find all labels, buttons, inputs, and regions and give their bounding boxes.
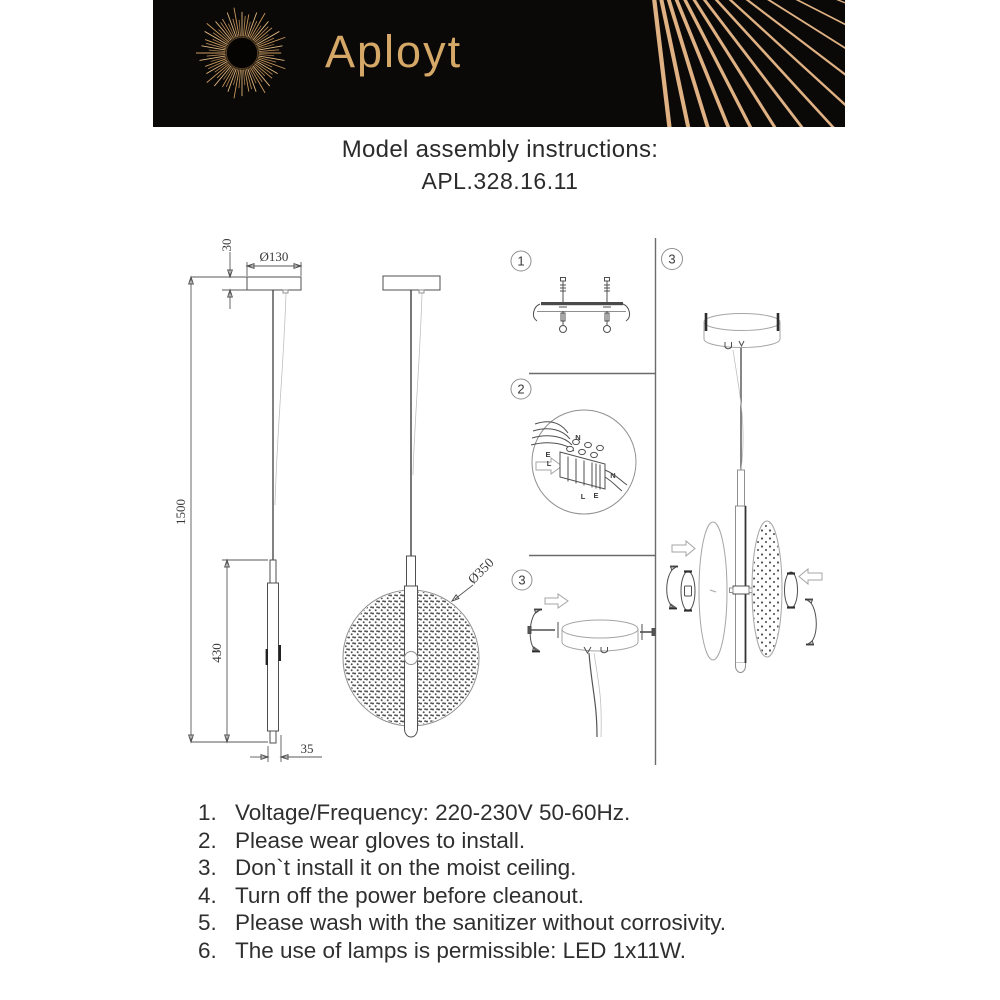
step3-canopy-drawing (512, 570, 655, 737)
rotate-arrow-icon (667, 565, 678, 608)
dim-canopy-diameter: Ø130 (259, 249, 289, 264)
item-number: 4. (198, 882, 217, 908)
wire-label-n-in: N (575, 433, 581, 442)
item-number: 5. (198, 910, 217, 936)
item-text: Please wear gloves to install. (235, 827, 526, 853)
item-number: 1. (198, 800, 217, 825)
instruction-item (198, 909, 858, 937)
dim-disc-diameter: Ø350 (464, 554, 497, 587)
item-number: 3. (198, 855, 217, 881)
instruction-item (198, 937, 858, 965)
instruction-item (198, 854, 858, 882)
dim-lamp-width: 35 (300, 741, 314, 756)
brand-name: Aployt (325, 26, 463, 77)
step3-number: 3 (518, 572, 526, 588)
item-text: The use of lamps is permissible: LED 1x11W. (235, 937, 687, 963)
wire-label-l-out: L (580, 492, 586, 501)
side-view-drawing (173, 239, 322, 763)
step2-wiring-drawing (511, 379, 636, 514)
wire-label-n-out: N (610, 471, 616, 480)
instruction-item (198, 827, 858, 855)
rotate-arrow-icon (805, 598, 816, 645)
arrow-left-icon (799, 569, 822, 584)
item-text: Don`t install it on the moist ceiling. (235, 855, 577, 881)
item-text: Voltage/Frequency: 220-230V 50-60Hz. (235, 800, 631, 825)
arrow-right-icon (545, 594, 568, 608)
arrow-right-icon (672, 541, 695, 556)
step1-number: 1 (517, 253, 525, 269)
instruction-item (198, 799, 858, 827)
item-number: 2. (198, 827, 217, 853)
assembly-step-number: 3 (668, 251, 676, 267)
wire-label-e-out: E (593, 491, 599, 500)
front-view-drawing (343, 276, 497, 737)
dim-lamp-length: 430 (209, 643, 224, 663)
dim-canopy-height: 30 (219, 238, 234, 252)
item-text: Turn off the power before cleanout. (235, 882, 584, 908)
dim-total-drop: 1500 (173, 499, 188, 525)
wire-label-e-in: E (545, 450, 551, 459)
item-text: Please wash with the sanitizer without corrosivity. (235, 910, 727, 936)
item-number: 6. (198, 937, 217, 963)
wire-label-l-in: L (546, 459, 552, 468)
instruction-item (198, 882, 858, 910)
model-number: APL.328.16.11 (421, 168, 579, 194)
instruction-list (198, 799, 858, 965)
step2-number: 2 (517, 381, 525, 397)
step1-mounting-drawing (511, 251, 630, 333)
assembly-exploded-drawing (662, 249, 823, 673)
page-title: Model assembly instructions: (341, 136, 659, 163)
